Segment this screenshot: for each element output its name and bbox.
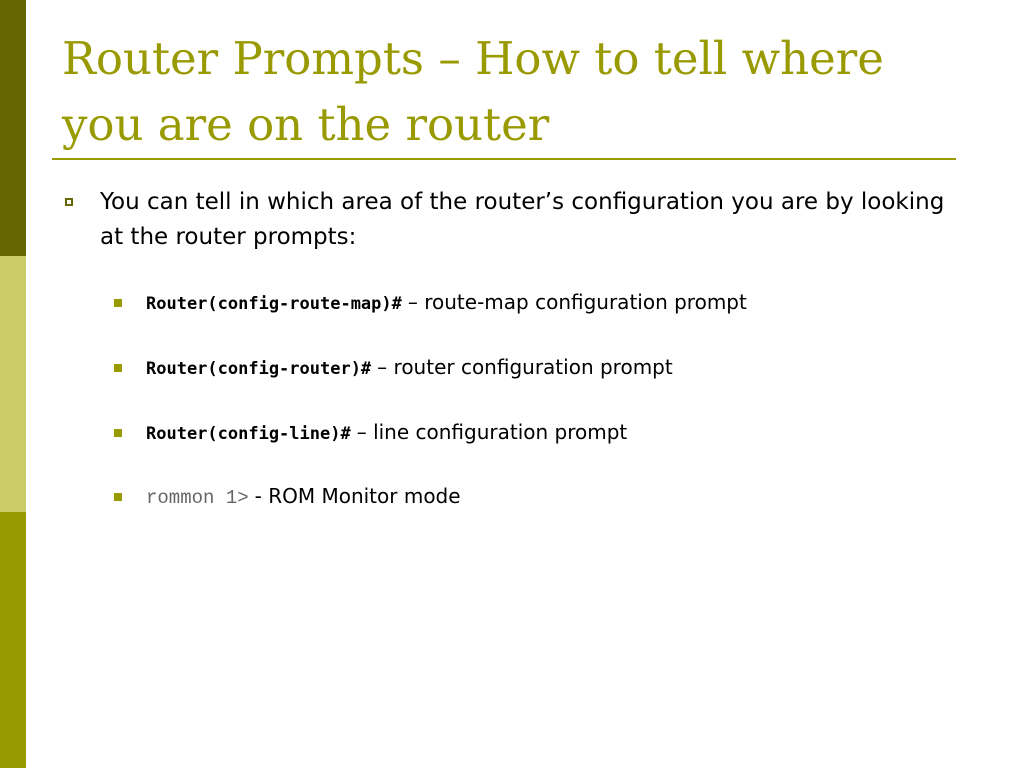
list-item-route-map [114, 287, 994, 317]
list-item-rommon [114, 481, 994, 511]
slide-title: Router Prompts – How to tell where you are on the router [62, 32, 884, 151]
separator: – [356, 420, 367, 444]
list-item-line [146, 352, 673, 384]
hollow-square-bullet-icon [65, 198, 73, 206]
square-bullet-icon [114, 493, 122, 501]
square-bullet-icon [114, 429, 122, 437]
prompt-text: rommon 1> [146, 487, 249, 509]
sidebar-band-mid [0, 512, 26, 768]
list-item-line [146, 287, 747, 319]
main-bullet [62, 185, 962, 255]
square-bullet-icon [114, 364, 122, 372]
sidebar-band-light [0, 256, 26, 512]
sidebar-decoration [0, 0, 26, 768]
prompt-text: Router(config-route-map)# [146, 294, 402, 314]
sidebar-band-dark [0, 0, 26, 256]
prompt-text: Router(config-line)# [146, 424, 351, 444]
list-item-line [146, 417, 627, 449]
separator: – [377, 355, 388, 379]
prompt-description: line configuration prompt [373, 420, 628, 444]
separator: – [407, 290, 418, 314]
prompt-description: ROM Monitor mode [268, 484, 461, 508]
list-item-line-config [114, 417, 994, 447]
prompt-text: Router(config-router)# [146, 359, 372, 379]
title-underline [52, 158, 956, 160]
square-bullet-icon [114, 299, 122, 307]
prompt-description: router configuration prompt [393, 355, 673, 379]
list-item-router [114, 352, 994, 382]
separator: - [254, 484, 262, 508]
main-bullet-text: You can tell in which area of the router’s configuration you are by looking at the router prompts: [100, 189, 945, 250]
list-item-line [146, 481, 461, 513]
prompt-description: route-map configuration prompt [424, 290, 747, 314]
